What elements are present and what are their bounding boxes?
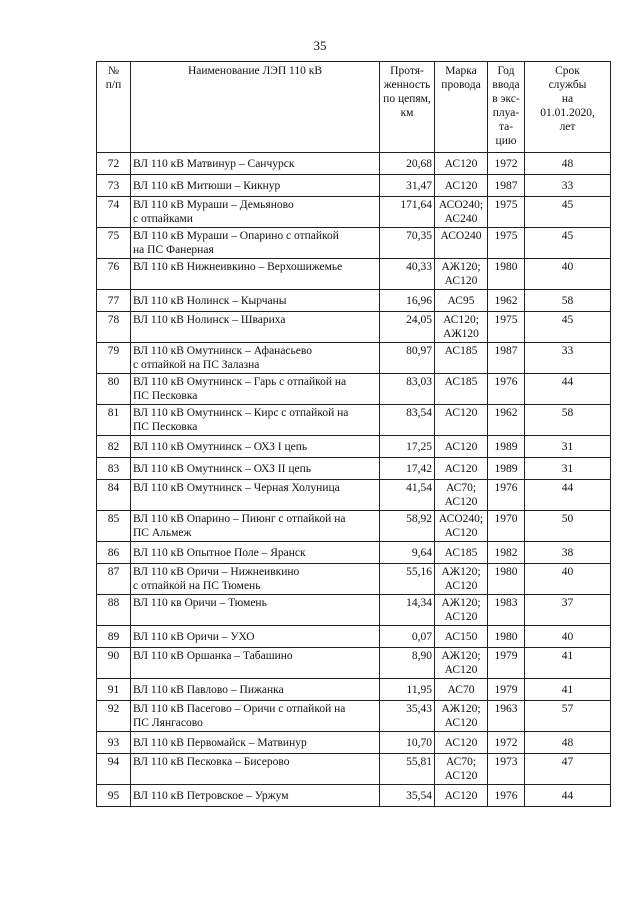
commission-year-cell: 1989	[488, 458, 525, 480]
line-name-cell: ВЛ 110 кВ Омутнинск – ОХЗ I цепь	[131, 436, 380, 458]
table-row	[97, 542, 611, 564]
wire-grade-cell: АС185	[435, 374, 488, 405]
line-name-cell: ВЛ 110 кВ Оршанка – Табашино	[131, 648, 380, 679]
wire-grade-cell: АС120	[435, 732, 488, 754]
commission-year-cell: 1976	[488, 480, 525, 511]
line-length-cell: 55,81	[380, 754, 435, 785]
table-row	[97, 458, 611, 480]
line-length-cell: 83,03	[380, 374, 435, 405]
wire-grade-cell: АС185	[435, 542, 488, 564]
row-number-cell: 76	[97, 259, 131, 290]
service-life-cell: 50	[525, 511, 611, 542]
table-row	[97, 436, 611, 458]
service-life-cell: 31	[525, 458, 611, 480]
line-length-cell: 55,16	[380, 564, 435, 595]
line-name-cell: ВЛ 110 кВ Омутнинск – Афанасьево с отпайкой на ПС Залазна	[131, 343, 380, 374]
header-num: № п/п	[97, 62, 131, 153]
service-life-cell: 41	[525, 648, 611, 679]
wire-grade-cell: АС120	[435, 405, 488, 436]
line-length-cell: 80,97	[380, 343, 435, 374]
service-life-cell: 47	[525, 754, 611, 785]
commission-year-cell: 1962	[488, 405, 525, 436]
table-row	[97, 312, 611, 343]
table-row	[97, 595, 611, 626]
wire-grade-cell: АС120	[435, 153, 488, 175]
row-number-cell: 79	[97, 343, 131, 374]
line-length-cell: 24,05	[380, 312, 435, 343]
service-life-cell: 48	[525, 153, 611, 175]
line-name-cell: ВЛ 110 кв Оричи – Тюмень	[131, 595, 380, 626]
commission-year-cell: 1972	[488, 732, 525, 754]
table-row	[97, 785, 611, 807]
row-number-cell: 78	[97, 312, 131, 343]
wire-grade-cell: АС185	[435, 343, 488, 374]
line-length-cell: 31,47	[380, 175, 435, 197]
line-length-cell: 83,54	[380, 405, 435, 436]
line-name-cell: ВЛ 110 кВ Омутнинск – Черная Холуница	[131, 480, 380, 511]
wire-grade-cell: АС150	[435, 626, 488, 648]
service-life-cell: 33	[525, 343, 611, 374]
table-row	[97, 153, 611, 175]
line-name-cell: ВЛ 110 кВ Омутнинск – ОХЗ II цепь	[131, 458, 380, 480]
header-length: Протя- женность по цепям, км	[380, 62, 435, 153]
wire-grade-cell: АСО240	[435, 228, 488, 259]
row-number-cell: 88	[97, 595, 131, 626]
row-number-cell: 83	[97, 458, 131, 480]
row-number-cell: 94	[97, 754, 131, 785]
commission-year-cell: 1970	[488, 511, 525, 542]
line-length-cell: 0,07	[380, 626, 435, 648]
commission-year-cell: 1983	[488, 595, 525, 626]
line-length-cell: 14,34	[380, 595, 435, 626]
line-length-cell: 171,64	[380, 197, 435, 228]
line-length-cell: 17,25	[380, 436, 435, 458]
row-number-cell: 95	[97, 785, 131, 807]
service-life-cell: 57	[525, 701, 611, 732]
table-row	[97, 511, 611, 542]
line-name-cell: ВЛ 110 кВ Пасегово – Оричи с отпайкой на ПС Лянгасово	[131, 701, 380, 732]
wire-grade-cell: АЖ120; АС120	[435, 564, 488, 595]
line-name-cell: ВЛ 110 кВ Первомайск – Матвинур	[131, 732, 380, 754]
wire-grade-cell: АС120	[435, 175, 488, 197]
service-life-cell: 44	[525, 480, 611, 511]
line-length-cell: 20,68	[380, 153, 435, 175]
wire-grade-cell: АСО240; АС240	[435, 197, 488, 228]
line-name-cell: ВЛ 110 кВ Мураши – Опарино с отпайкой на ПС Фанерная	[131, 228, 380, 259]
line-name-cell: ВЛ 110 кВ Петровское – Уржум	[131, 785, 380, 807]
commission-year-cell: 1980	[488, 564, 525, 595]
row-number-cell: 72	[97, 153, 131, 175]
table-row	[97, 374, 611, 405]
header-wire: Марка провода	[435, 62, 488, 153]
wire-grade-cell: АС120; АЖ120	[435, 312, 488, 343]
wire-grade-cell: АС120	[435, 458, 488, 480]
row-number-cell: 74	[97, 197, 131, 228]
line-name-cell: ВЛ 110 кВ Нолинск – Кырчаны	[131, 290, 380, 312]
table-row	[97, 648, 611, 679]
line-name-cell: ВЛ 110 кВ Опарино – Пиюнг с отпайкой на ПС Альмеж	[131, 511, 380, 542]
commission-year-cell: 1987	[488, 175, 525, 197]
wire-grade-cell: АС95	[435, 290, 488, 312]
commission-year-cell: 1973	[488, 754, 525, 785]
table-row	[97, 701, 611, 732]
commission-year-cell: 1962	[488, 290, 525, 312]
line-name-cell: ВЛ 110 кВ Песковка – Бисерово	[131, 754, 380, 785]
commission-year-cell: 1980	[488, 259, 525, 290]
service-life-cell: 44	[525, 374, 611, 405]
commission-year-cell: 1989	[488, 436, 525, 458]
line-name-cell: ВЛ 110 кВ Нолинск – Швариха	[131, 312, 380, 343]
table-row	[97, 564, 611, 595]
commission-year-cell: 1975	[488, 228, 525, 259]
row-number-cell: 87	[97, 564, 131, 595]
line-name-cell: ВЛ 110 кВ Павлово – Пижанка	[131, 679, 380, 701]
wire-grade-cell: АЖ120; АС120	[435, 701, 488, 732]
service-life-cell: 40	[525, 564, 611, 595]
line-name-cell: ВЛ 110 кВ Омутнинск – Гарь с отпайкой на ПС Песковка	[131, 374, 380, 405]
table-row	[97, 228, 611, 259]
table-row	[97, 259, 611, 290]
service-life-cell: 44	[525, 785, 611, 807]
commission-year-cell: 1972	[488, 153, 525, 175]
commission-year-cell: 1987	[488, 343, 525, 374]
line-length-cell: 35,54	[380, 785, 435, 807]
service-life-cell: 41	[525, 679, 611, 701]
service-life-cell: 37	[525, 595, 611, 626]
service-life-cell: 31	[525, 436, 611, 458]
power-lines-table	[96, 61, 611, 807]
commission-year-cell: 1975	[488, 312, 525, 343]
line-name-cell: ВЛ 110 кВ Опытное Поле – Яранск	[131, 542, 380, 564]
line-length-cell: 10,70	[380, 732, 435, 754]
service-life-cell: 40	[525, 626, 611, 648]
commission-year-cell: 1982	[488, 542, 525, 564]
service-life-cell: 33	[525, 175, 611, 197]
header-year: Год ввода в экс- плуа- та- цию	[488, 62, 525, 153]
line-length-cell: 41,54	[380, 480, 435, 511]
commission-year-cell: 1975	[488, 197, 525, 228]
row-number-cell: 81	[97, 405, 131, 436]
line-name-cell: ВЛ 110 кВ Матвинур – Санчурск	[131, 153, 380, 175]
wire-grade-cell: АС120	[435, 785, 488, 807]
wire-grade-cell: АС70	[435, 679, 488, 701]
row-number-cell: 93	[97, 732, 131, 754]
row-number-cell: 86	[97, 542, 131, 564]
table-row	[97, 405, 611, 436]
row-number-cell: 89	[97, 626, 131, 648]
table-header-row	[97, 62, 611, 153]
line-name-cell: ВЛ 110 кВ Митюши – Кикнур	[131, 175, 380, 197]
line-length-cell: 35,43	[380, 701, 435, 732]
row-number-cell: 85	[97, 511, 131, 542]
line-name-cell: ВЛ 110 кВ Омутнинск – Кирс с отпайкой на ПС Песковка	[131, 405, 380, 436]
line-name-cell: ВЛ 110 кВ Мураши – Демьяново с отпайками	[131, 197, 380, 228]
table-row	[97, 175, 611, 197]
row-number-cell: 80	[97, 374, 131, 405]
table-row	[97, 626, 611, 648]
commission-year-cell: 1976	[488, 785, 525, 807]
service-life-cell: 40	[525, 259, 611, 290]
row-number-cell: 90	[97, 648, 131, 679]
line-length-cell: 11,95	[380, 679, 435, 701]
header-name: Наименование ЛЭП 110 кВ	[131, 62, 380, 153]
commission-year-cell: 1976	[488, 374, 525, 405]
line-length-cell: 16,96	[380, 290, 435, 312]
line-name-cell: ВЛ 110 кВ Оричи – УХО	[131, 626, 380, 648]
table-row	[97, 679, 611, 701]
service-life-cell: 45	[525, 312, 611, 343]
wire-grade-cell: АЖ120; АС120	[435, 648, 488, 679]
wire-grade-cell: АС70; АС120	[435, 754, 488, 785]
commission-year-cell: 1979	[488, 679, 525, 701]
commission-year-cell: 1979	[488, 648, 525, 679]
row-number-cell: 92	[97, 701, 131, 732]
row-number-cell: 73	[97, 175, 131, 197]
service-life-cell: 58	[525, 405, 611, 436]
service-life-cell: 58	[525, 290, 611, 312]
service-life-cell: 38	[525, 542, 611, 564]
table-row	[97, 197, 611, 228]
line-name-cell: ВЛ 110 кВ Нижнеивкино – Верхошижемье	[131, 259, 380, 290]
wire-grade-cell: АЖ120; АС120	[435, 259, 488, 290]
wire-grade-cell: АС70; АС120	[435, 480, 488, 511]
row-number-cell: 84	[97, 480, 131, 511]
table-row	[97, 754, 611, 785]
line-length-cell: 58,92	[380, 511, 435, 542]
page-number: 35	[313, 38, 327, 53]
row-number-cell: 82	[97, 436, 131, 458]
table-row	[97, 480, 611, 511]
row-number-cell: 75	[97, 228, 131, 259]
commission-year-cell: 1980	[488, 626, 525, 648]
row-number-cell: 77	[97, 290, 131, 312]
line-name-cell: ВЛ 110 кВ Оричи – Нижнеивкино с отпайкой на ПС Тюмень	[131, 564, 380, 595]
service-life-cell: 45	[525, 228, 611, 259]
line-length-cell: 40,33	[380, 259, 435, 290]
table-row	[97, 290, 611, 312]
wire-grade-cell: АСО240; АС120	[435, 511, 488, 542]
table-row	[97, 732, 611, 754]
line-length-cell: 9,64	[380, 542, 435, 564]
commission-year-cell: 1963	[488, 701, 525, 732]
row-number-cell: 91	[97, 679, 131, 701]
service-life-cell: 45	[525, 197, 611, 228]
table-row	[97, 343, 611, 374]
line-length-cell: 70,35	[380, 228, 435, 259]
wire-grade-cell: АС120	[435, 436, 488, 458]
service-life-cell: 48	[525, 732, 611, 754]
header-life: Срок службы на 01.01.2020, лет	[525, 62, 611, 153]
wire-grade-cell: АЖ120; АС120	[435, 595, 488, 626]
line-length-cell: 17,42	[380, 458, 435, 480]
line-length-cell: 8,90	[380, 648, 435, 679]
